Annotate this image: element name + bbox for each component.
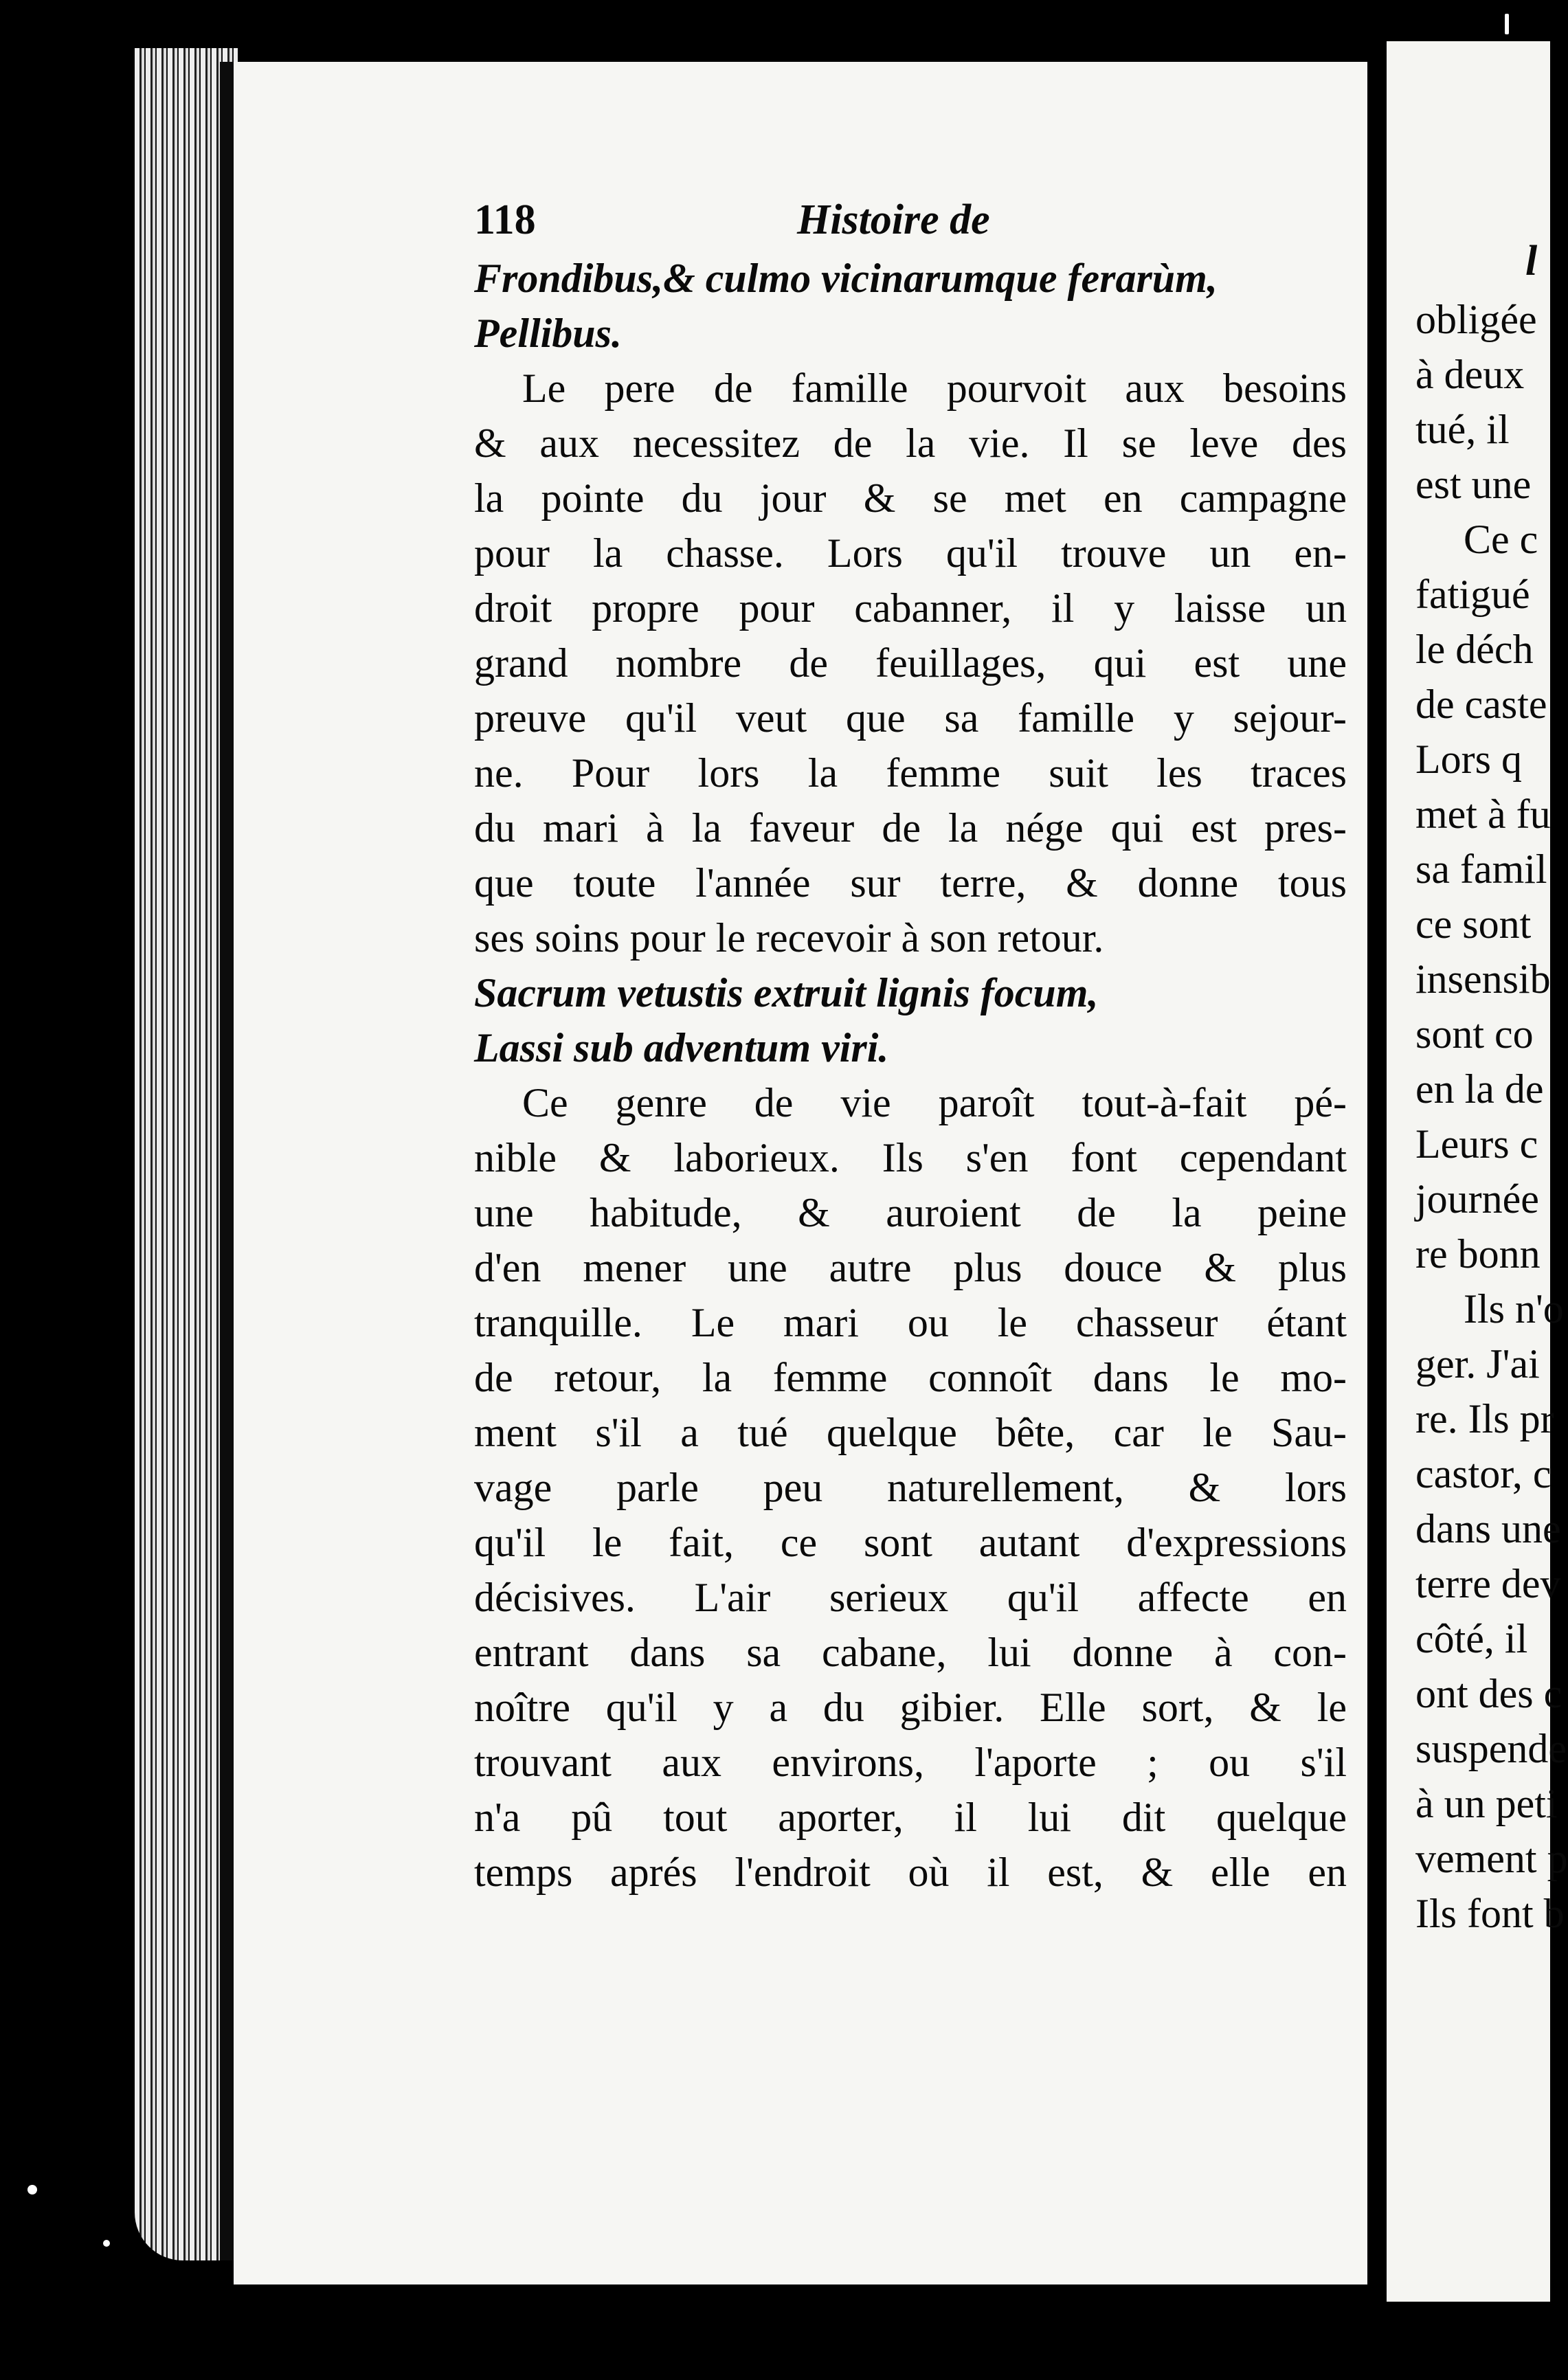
text-line: décisives. L'air serieux qu'il affecte en bbox=[474, 1575, 1347, 1620]
text-line: Sacrum vetustis extruit lignis focum, bbox=[474, 970, 1099, 1015]
text-line: une habitude, & auroient de la peine bbox=[474, 1190, 1347, 1235]
text-line: noître qu'il y a du gibier. Elle sort, & le bbox=[474, 1685, 1347, 1730]
text-line: ses soins pour le recevoir à son retour. bbox=[474, 915, 1104, 961]
text-line: qu'il le fait, ce sont autant d'expressions bbox=[474, 1520, 1347, 1565]
text-line: grand nombre de feuillages, qui est une bbox=[474, 640, 1347, 686]
running-head bbox=[474, 182, 1347, 251]
text-line-fragment: est une bbox=[1415, 462, 1532, 507]
text-line-fragment: fatigué bbox=[1415, 572, 1530, 617]
text-line-fragment: vement p bbox=[1415, 1836, 1568, 1881]
text-line: ment s'il a tué quelque bête, car le Sau- bbox=[474, 1410, 1347, 1455]
text-line-fragment: ce sont bbox=[1415, 901, 1532, 947]
text-line-fragment: re bonn bbox=[1415, 1231, 1541, 1277]
scan-speck bbox=[27, 2185, 37, 2194]
text-line: Le pere de famille pourvoit aux besoins bbox=[522, 366, 1347, 411]
text-line: temps aprés l'endroit où il est, & elle en bbox=[474, 1850, 1347, 1895]
text-line-fragment: Ce c bbox=[1464, 517, 1538, 562]
text-line: d'en mener une autre plus douce & plus bbox=[474, 1245, 1347, 1290]
text-line: Frondibus,& culmo vicinarumque ferarùm, bbox=[474, 256, 1218, 301]
text-line: de retour, la femme connoît dans le mo- bbox=[474, 1355, 1347, 1400]
text-line-fragment: sa famil bbox=[1415, 846, 1547, 892]
text-line-fragment: Ils font b bbox=[1415, 1891, 1565, 1936]
text-line: la pointe du jour & se met en campagne bbox=[474, 475, 1347, 521]
text-line-fragment: ont des c bbox=[1415, 1671, 1563, 1716]
text-line-fragment: journée bbox=[1415, 1176, 1539, 1222]
scan-speck bbox=[103, 2240, 110, 2247]
right-page-text bbox=[1415, 223, 1568, 1941]
right-running-head: l bbox=[1525, 238, 1538, 284]
page-number: 118 bbox=[474, 197, 536, 243]
left-page-text bbox=[474, 182, 1347, 1900]
text-line-fragment: Ils n'o bbox=[1464, 1286, 1564, 1332]
text-line-fragment: sont co bbox=[1415, 1011, 1534, 1057]
text-line-fragment: re. Ils pr bbox=[1415, 1396, 1554, 1441]
text-line: nible & laborieux. Ils s'en font cependant bbox=[474, 1135, 1347, 1180]
text-line-fragment: dans une bbox=[1415, 1506, 1561, 1551]
text-line-fragment: à un peti bbox=[1415, 1781, 1558, 1826]
text-line-fragment: côté, il bbox=[1415, 1616, 1528, 1661]
text-line-fragment: terre dev bbox=[1415, 1561, 1561, 1606]
right-body-lines bbox=[1415, 292, 1568, 1941]
text-line-fragment: obligée bbox=[1415, 297, 1537, 342]
text-line: vage parle peu naturellement, & lors bbox=[474, 1465, 1347, 1510]
text-line: tranquille. Le mari ou le chasseur étant bbox=[474, 1300, 1347, 1345]
text-line: & aux necessitez de la vie. Il se leve des bbox=[474, 420, 1347, 466]
text-line-fragment: met à fu bbox=[1415, 792, 1551, 837]
text-line-fragment: tué, il bbox=[1415, 407, 1510, 452]
text-line: preuve qu'il veut que sa famille y sejour- bbox=[474, 695, 1347, 741]
text-line-fragment: à deux bbox=[1415, 352, 1525, 397]
text-line: droit propre pour cabanner, il y laisse un bbox=[474, 585, 1347, 631]
text-line-fragment: castor, c bbox=[1415, 1451, 1552, 1496]
text-line: que toute l'année sur terre, & donne tous bbox=[474, 860, 1347, 906]
scan-speck bbox=[1505, 14, 1509, 34]
text-line: entrant dans sa cabane, lui donne à con- bbox=[474, 1630, 1347, 1675]
text-line-fragment: Leurs c bbox=[1415, 1121, 1538, 1167]
text-line: n'a pû tout aporter, il lui dit quelque bbox=[474, 1795, 1347, 1840]
text-line: Ce genre de vie paroît tout-à-fait pé- bbox=[522, 1080, 1347, 1125]
text-line-fragment: en la de bbox=[1415, 1066, 1544, 1112]
text-line: Pellibus. bbox=[474, 311, 623, 356]
text-line-fragment: de caste bbox=[1415, 682, 1547, 727]
running-title: Histoire de bbox=[797, 197, 990, 243]
text-line: trouvant aux environs, l'aporte ; ou s'il bbox=[474, 1740, 1347, 1785]
left-body-lines bbox=[474, 251, 1347, 1900]
text-line: du mari à la faveur de la nége qui est pres- bbox=[474, 805, 1347, 851]
text-line: Lassi sub adventum viri. bbox=[474, 1025, 889, 1070]
text-line-fragment: suspende bbox=[1415, 1726, 1567, 1771]
text-line: ne. Pour lors la femme suit les traces bbox=[474, 750, 1347, 796]
text-line: pour la chasse. Lors qu'il trouve un en- bbox=[474, 530, 1347, 576]
text-line-fragment: insensib bbox=[1415, 956, 1551, 1002]
text-line-fragment: Lors q bbox=[1415, 737, 1522, 782]
right-page bbox=[1387, 41, 1568, 2302]
text-line-fragment: le déch bbox=[1415, 627, 1534, 672]
book-gutter bbox=[1367, 41, 1387, 2329]
text-line-fragment: ger. J'ai bbox=[1415, 1341, 1540, 1387]
